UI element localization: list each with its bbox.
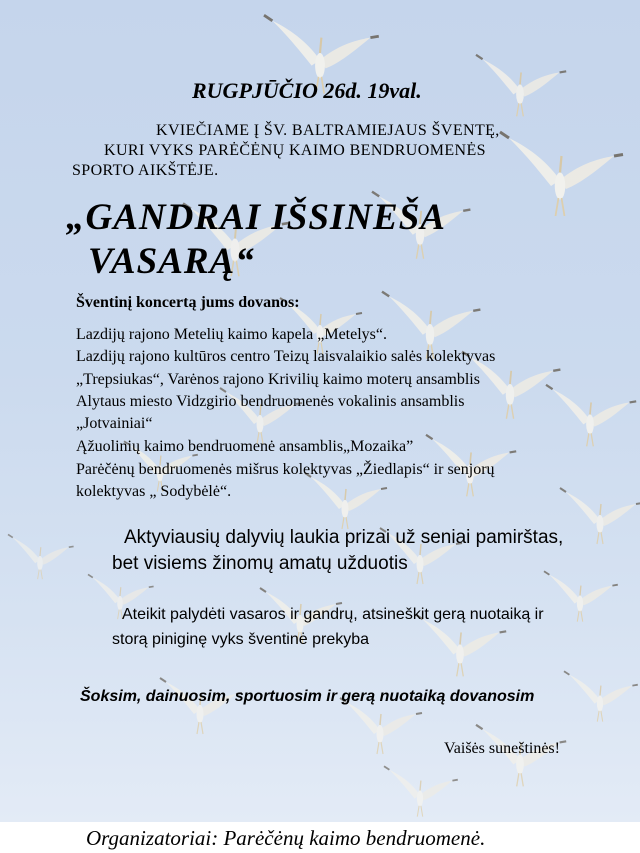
performer-line: Ąžuolinių kaimo bendruomenė ansamblis„Mozaika”	[76, 438, 414, 455]
prizes-line-1: Aktyviausių dalyvių laukia prizai už seniai pamirštas,	[124, 527, 564, 548]
performer-line: Lazdijų rajono Metelių kaimo kapela „Metelys“.	[76, 326, 387, 343]
event-title-line-1: „GANDRAI IŠSINEŠA	[66, 197, 446, 238]
event-date: RUGPJŪČIO 26d. 19val.	[192, 78, 422, 103]
organizers: Organizatoriai: Parėčėnų kaimo bendruomenė.	[86, 826, 486, 850]
motto: Šoksim, dainuosim, sportuosim ir gerą nuotaiką dovanosim	[80, 688, 535, 705]
event-title-line-2: VASARĄ“	[88, 241, 255, 282]
performer-line: Parėčėnų bendruomenės mišrus kolektyvas „Žiedlapis“ ir senjorų	[76, 461, 495, 478]
performer-line: Alytaus miesto Vidzgirio bendruomenės vokalinis ansamblis	[76, 393, 465, 410]
treats-note: Vaišės suneštinės!	[444, 740, 560, 757]
invitation-line-3: SPORTO AIKŠTĖJE.	[72, 162, 219, 179]
concert-heading: Šventinį koncertą jums dovanos:	[76, 294, 300, 311]
performer-line: „Trepsiukas“, Varėnos rajono Krivilių kaimo moterų ansamblis	[76, 371, 480, 388]
invite-line-1: Ateikit palydėti vasaros ir gandrų, atsineškit gerą nuotaiką ir	[122, 606, 544, 623]
performer-line: kolektyvas „ Sodybėlė“.	[76, 483, 232, 500]
invitation-line-2: KURI VYKS PARĖČĖNŲ KAIMO BENDRUOMENĖS	[104, 142, 486, 159]
prizes-line-2: bet visiems žinomų amatų užduotis	[112, 553, 408, 574]
invitation-line-1: KVIEČIAME Į ŠV. BALTRAMIEJAUS ŠVENTĘ,	[156, 122, 500, 139]
performer-line: „Jotvainiai“	[76, 415, 153, 432]
invite-line-2: storą piniginę vyks šventinė prekyba	[112, 631, 370, 648]
performer-line: Lazdijų rajono kultūros centro Teizų laisvalaikio salės kolektyvas	[76, 348, 496, 365]
